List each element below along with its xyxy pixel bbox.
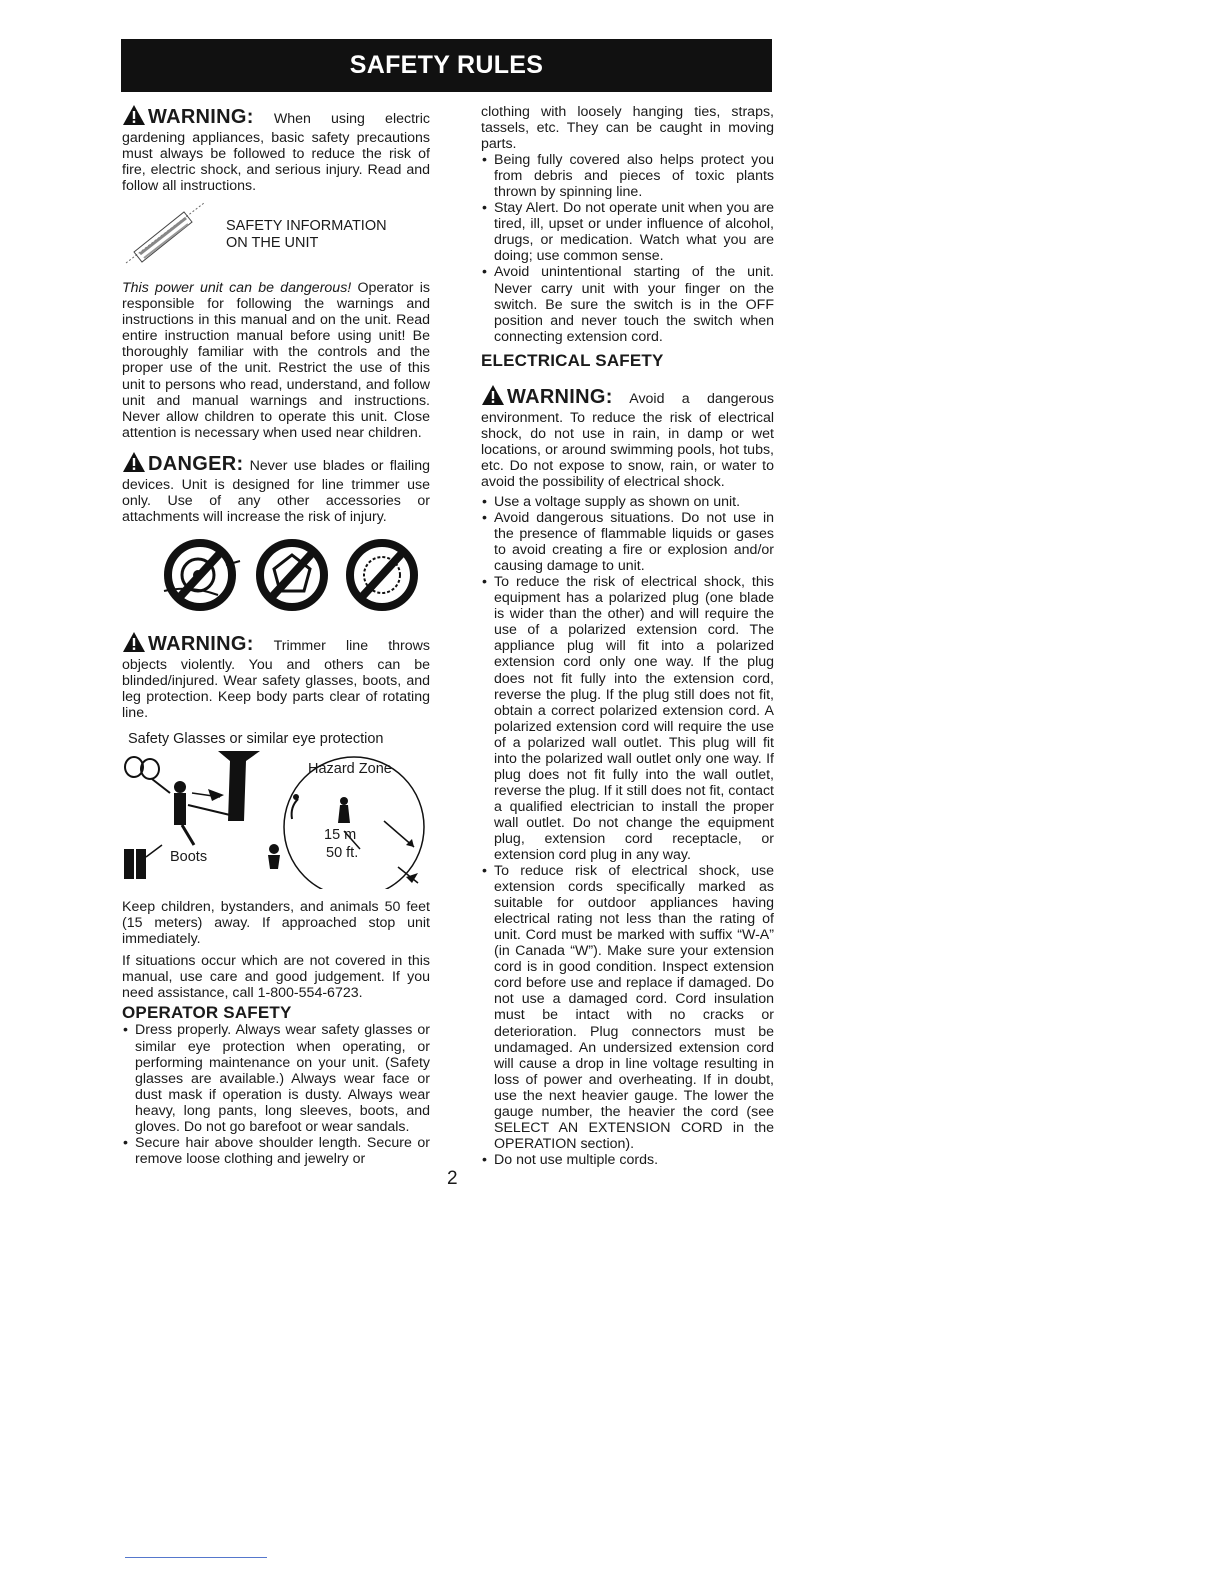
list-item: • Avoid dangerous situations. Do not use in the presence of flammable liquids or gases to avoid creating a fire or explosion and/or causing damage to unit. <box>481 510 774 574</box>
warning-paragraph-1 <box>122 104 430 194</box>
warning-heading: WARNING: <box>148 106 254 128</box>
power-unit-paragraph <box>122 280 430 440</box>
page-title: SAFETY RULES <box>349 51 544 79</box>
list-item: • Do not use multiple cords. <box>481 1152 774 1168</box>
warning-heading: WARNING: <box>507 385 613 408</box>
left-column <box>122 104 430 1167</box>
safety-info-label-line-1: SAFETY INFORMATION <box>226 218 387 235</box>
situations-paragraph: If situations occur which are not covered in this manual, use care and good judgement. If you need assistance, call 1-800-554-6723. <box>122 953 430 1002</box>
safety-goggles-icon <box>125 757 170 793</box>
list-item: • To reduce risk of electrical shock, use extension cords specifically marked as suitable for outdoor appliances having electrical rating not less than the rating of unit. Cord must be marked with suffix “W-A” (in Canada “W”). Make sure your extension cord is in good condition. Inspect extension cord before use and replace if damaged. Do not use a damaged cord. Cord insulation must be intact with no cracks or deterioration. Plug connectors must be undamaged. An undersized extension cord will cause a drop in line voltage resulting in loss of power and overheating. If in doubt, use the next heavier gauge. The lower the gauge number, the heavier the cord (see SELECT AN EXTENSION CORD in the OPERATION section). <box>481 863 774 1152</box>
boots-label: Boots <box>170 849 208 866</box>
eye-protection-caption: Safety Glasses or similar eye protection <box>128 731 384 748</box>
warning-triangle-icon <box>122 631 146 657</box>
list-item: • Avoid unintentional starting of the unit. Never carry unit with your finger on the switch. Be sure the switch is in the OFF position and never touch the switch when connecting extension cord. <box>481 264 774 344</box>
warning-paragraph-2 <box>122 631 430 721</box>
bottom-rule <box>125 1557 267 1558</box>
page-number: 2 <box>447 1168 458 1189</box>
continuation-paragraph: clothing with loosely hanging ties, straps, tassels, etc. They can be caught in moving parts. <box>481 104 774 153</box>
no-flail-icon <box>252 535 332 615</box>
danger-paragraph <box>122 451 430 525</box>
list-item: • Secure hair above shoulder length. Secure or remove loose clothing and jewelry or <box>122 1135 430 1167</box>
list-item: • Dress properly. Always wear safety glasses or similar eye protection when operating, or performing maintenance on your unit. (Safety glasses are available.) Always wear face or dust mask if operation is dusty. Always wear heavy, long pants, long sleeves, boots, and gloves. Do not go barefoot or wear sandals. <box>122 1022 430 1134</box>
prohibited-attachments-icons <box>152 535 430 615</box>
operator-safety-heading: OPERATOR SAFETY <box>122 1003 292 1023</box>
warning-text: Avoid a dangerous environment. To reduce the risk of electrical shock, do not use in rain, in damp or wet locations, or around swimming pools, hot tubs, etc. Do not expose to snow, rain, or water to avoid the possibility of electrical shock. <box>481 390 774 490</box>
safety-information-block <box>122 202 430 268</box>
warning-paragraph-3 <box>481 384 774 490</box>
operator-safety-list <box>122 1022 430 1166</box>
warning-triangle-icon <box>481 384 505 410</box>
hazard-zone-label: Hazard Zone <box>308 761 392 778</box>
list-item: • Being fully covered also helps protect you from debris and pieces of toxic plants thrown by spinning line. <box>481 152 774 200</box>
warning-text: When using electric gardening appliances, basic safety precautions must always be followed to reduce the risk of fire, electric shock, and serious injury. Read and follow all instructions. <box>122 111 430 195</box>
right-column <box>481 104 774 1168</box>
power-unit-text: Operator is responsible for following the warnings and instructions in this manual and on the unit. Read entire instruction manual before using unit! Be thoroughly familiar with the controls and the proper use of the unit. Restrict the use of this unit to persons who read, understand, and follow unit and manual warnings and instructions. Never allow children to operate this unit. Close attention is necessary when used near children. <box>122 280 430 441</box>
hazard-zone-figure <box>122 749 430 889</box>
operator-safety-list-continued <box>481 152 774 345</box>
power-unit-italic: This power unit can be dangerous! <box>122 280 352 297</box>
no-blade-icon <box>160 535 242 615</box>
electrical-safety-heading: ELECTRICAL SAFETY <box>481 350 664 370</box>
list-item: • To reduce the risk of electrical shock, this equipment has a polarized plug (one blade is wider than the other) and will require the use of a polarized extension cord. The appliance plug will fit into a polarized extension cord only one way. If the plug does not fit fully into the extension cord, reverse the plug. If the plug still does not fit, obtain a correct polarized extension cord. A polarized extension cord will require the use of a polarized wall outlet. This plug will fit into the polarized wall outlet only one way. If plug does not fit fully into the wall outlet, reverse the plug. If it still does not fit, contact a qualified electrician to install the proper wall outlet. Do not change the equipment plug, extension cord receptacle, or extension cord plug in any way. <box>481 574 774 863</box>
warning-text: Trimmer line throws objects violently. You and others can be blinded/injured. Wear safety glasses, boots, and leg protection. Keep body parts clear of rotating line. <box>122 637 430 722</box>
warning-triangle-icon <box>122 104 146 130</box>
safety-info-label-line-2: ON THE UNIT <box>226 235 319 252</box>
electrical-safety-list <box>481 494 774 1168</box>
page-title-bar <box>121 39 772 92</box>
list-item: • Use a voltage supply as shown on unit. <box>481 494 774 510</box>
warning-heading: WARNING: <box>148 632 254 655</box>
distance-feet-label: 50 ft. <box>326 845 359 862</box>
danger-text: Never use blades or flailing devices. Unit is designed for line trimmer use only. Use of any other accessories or attachments will increase the risk of injury. <box>122 457 430 525</box>
distance-meters-label: 15 m <box>324 827 357 844</box>
safety-decal-icon <box>122 200 206 270</box>
boots-icon <box>124 845 162 879</box>
keep-children-paragraph: Keep children, bystanders, and animals 50 feet (15 meters) away. If approached stop unit immediately. <box>122 899 430 948</box>
list-item: • Stay Alert. Do not operate unit when you are tired, ill, upset or under influence of alcohol, drugs, or medication. Watch what you are doing; use common sense. <box>481 200 774 264</box>
danger-heading: DANGER: <box>148 452 244 475</box>
danger-triangle-icon <box>122 451 146 477</box>
no-saw-blade-icon <box>342 535 422 615</box>
